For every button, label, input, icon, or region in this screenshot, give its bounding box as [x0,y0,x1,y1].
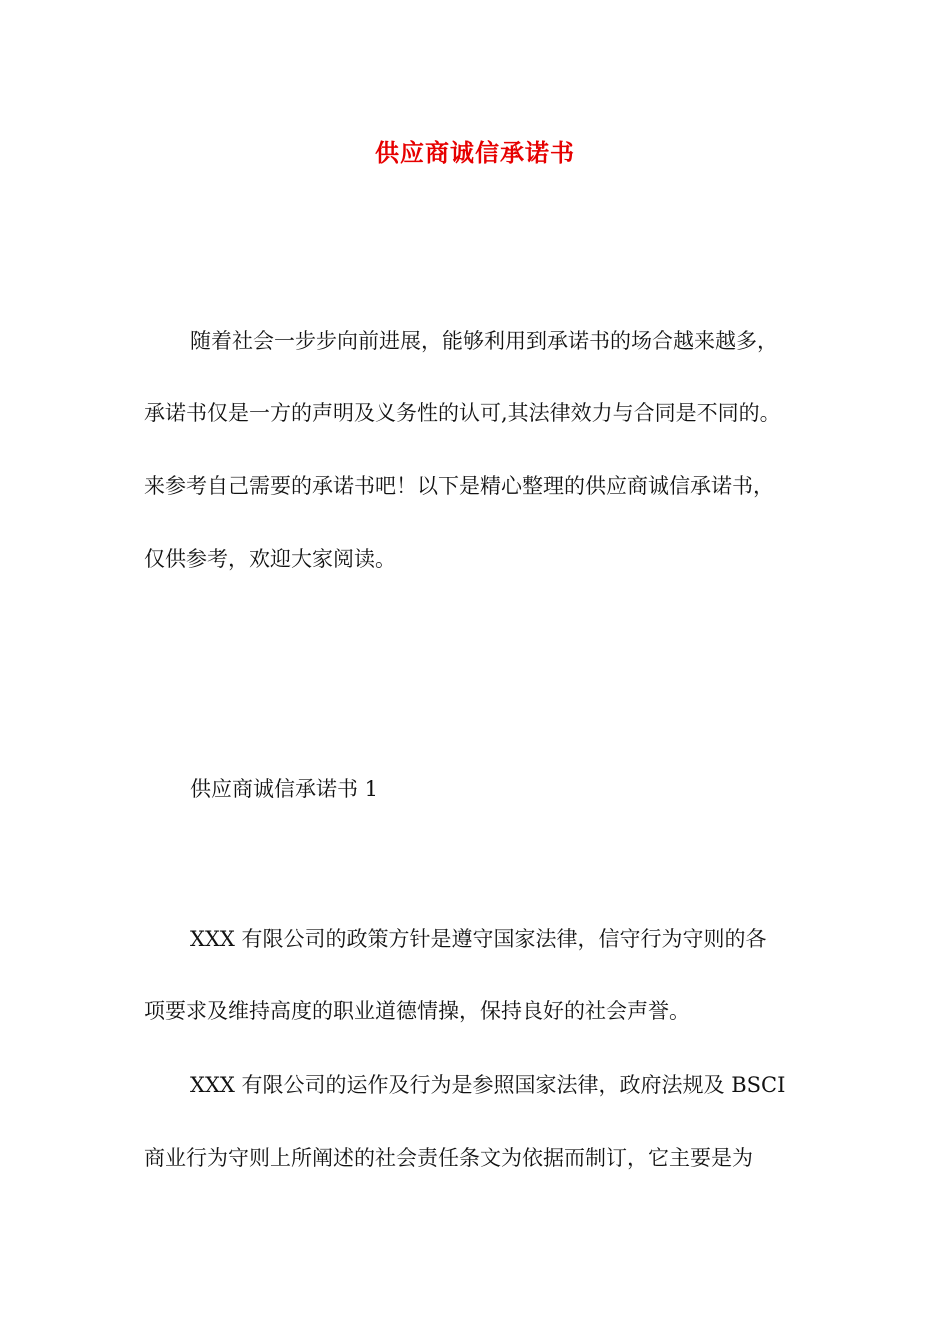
document-title: 供应商诚信承诺书 [375,138,575,167]
intro-line-1: 随着社会一步步向前进展，能够利用到承诺书的场合越来越多， [190,329,778,353]
body-line-4: 商业行为守则上所阐述的社会责任条文为依据而制订，它主要是为 [144,1146,753,1170]
body-line-2: 项要求及维持高度的职业道德情操，保持良好的社会声誉。 [144,999,690,1023]
intro-line-2: 承诺书仅是一方的声明及义务性的认可,其法律效力与合同是不同的。 [144,401,781,425]
intro-line-4: 仅供参考，欢迎大家阅读。 [144,547,396,571]
section-heading: 供应商诚信承诺书 1 [190,777,379,801]
intro-line-3: 来参考自己需要的承诺书吧！以下是精心整理的供应商诚信承诺书， [144,474,774,498]
body-line-1: XXX 有限公司的政策方针是遵守国家法律，信守行为守则的各 [190,927,767,951]
body-line-3: XXX 有限公司的运作及行为是参照国家法律，政府法规及 BSCI [190,1073,786,1097]
